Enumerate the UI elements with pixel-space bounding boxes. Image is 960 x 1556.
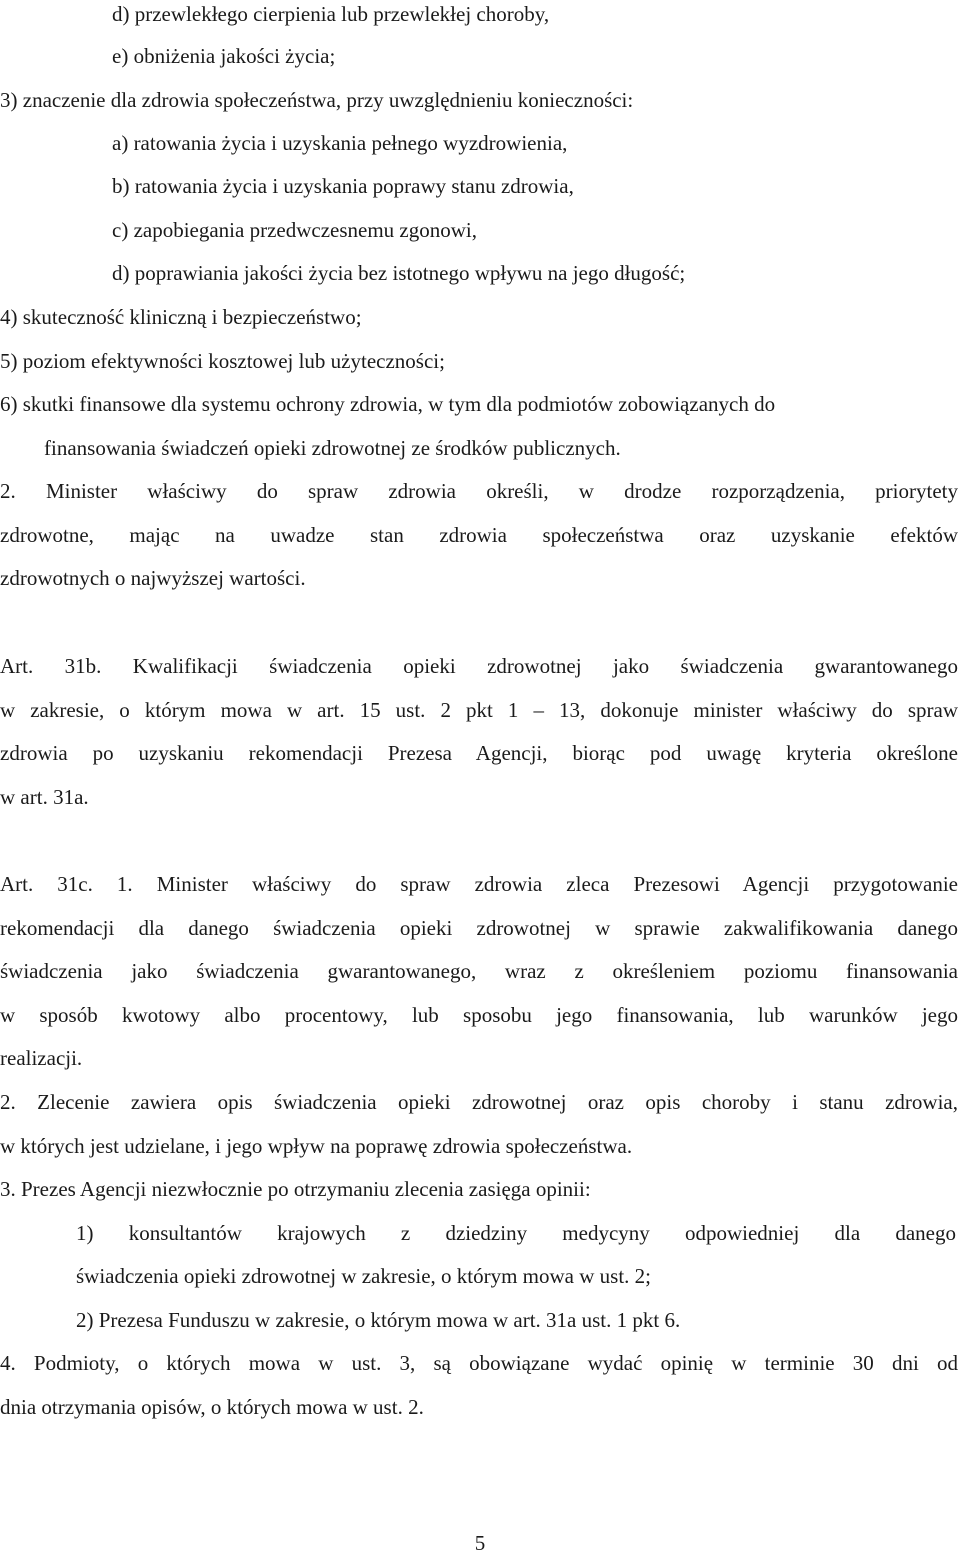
list-item-3: 3) znaczenie dla zdrowia społeczeństwa, przy uwzględnieniu konieczności: <box>0 88 634 112</box>
paragraph-2-line-3: zdrowotnych o najwyższej wartości. <box>0 566 306 590</box>
art-31c-line-4: w sposób kwotowy albo procentowy, lub sposobu jego finansowania, lub warunków jego <box>0 1003 958 1027</box>
art-31c-4-line-1: 4. Podmioty, o których mowa w ust. 3, są obowiązane wydać opinię w terminie 30 dni od <box>0 1351 958 1375</box>
list-item-3d: d) poprawiania jakości życia bez istotnego wpływu na jego długość; <box>112 261 686 285</box>
art-31b-line-1: Art. 31b. Kwalifikacji świadczenia opieki zdrowotnej jako świadczenia gwarantowanego <box>0 654 958 678</box>
art-31c-line-5: realizacji. <box>0 1046 83 1070</box>
art-31c-2-line-1: 2. Zlecenie zawiera opis świadczenia opieki zdrowotnej oraz opis choroby i stanu zdrowia, <box>0 1090 958 1114</box>
art-31c-3-item-2: 2) Prezesa Funduszu w zakresie, o którym mowa w art. 31a ust. 1 pkt 6. <box>76 1308 681 1332</box>
list-item-1d: d) przewlekłego cierpienia lub przewlekłej choroby, <box>112 2 550 26</box>
art-31c-4-line-2: dnia otrzymania opisów, o których mowa w ust. 2. <box>0 1395 424 1419</box>
paragraph-2-line-1: 2. Minister właściwy do spraw zdrowia określi, w drodze rozporządzenia, priorytety <box>0 479 958 503</box>
art-31c-2-line-2: w których jest udzielane, i jego wpływ na poprawę zdrowia społeczeństwa. <box>0 1134 633 1158</box>
list-item-3a: a) ratowania życia i uzyskania pełnego wyzdrowienia, <box>112 131 568 155</box>
art-31c-3-line-1: 3. Prezes Agencji niezwłocznie po otrzymaniu zlecenia zasięga opinii: <box>0 1177 591 1201</box>
list-item-3b: b) ratowania życia i uzyskania poprawy stanu zdrowia, <box>112 174 574 198</box>
art-31c-3-item-1-line-1: 1) konsultantów krajowych z dziedziny medycyny odpowiedniej dla danego <box>76 1221 956 1245</box>
art-31b-line-3: zdrowia po uzyskaniu rekomendacji Prezesa Agencji, biorąc pod uwagę kryteria określone <box>0 741 958 765</box>
art-31c-line-2: rekomendacji dla danego świadczenia opieki zdrowotnej w sprawie zakwalifikowania danego <box>0 916 958 940</box>
art-31c-line-3: świadczenia jako świadczenia gwarantowanego, wraz z określeniem poziomu finansowania <box>0 959 958 983</box>
list-item-3c: c) zapobiegania przedwczesnemu zgonowi, <box>112 218 477 242</box>
page-number: 5 <box>474 1531 486 1555</box>
art-31c-line-1: Art. 31c. 1. Minister właściwy do spraw zdrowia zleca Prezesowi Agencji przygotowanie <box>0 872 958 896</box>
list-item-5: 5) poziom efektywności kosztowej lub użyteczności; <box>0 349 445 373</box>
paragraph-2-line-2: zdrowotne, mając na uwadze stan zdrowia społeczeństwa oraz uzyskanie efektów <box>0 523 958 547</box>
art-31c-3-item-1-line-2: świadczenia opieki zdrowotnej w zakresie, o którym mowa w ust. 2; <box>76 1264 652 1288</box>
art-31b-line-4: w art. 31a. <box>0 785 89 809</box>
list-item-4: 4) skuteczność kliniczną i bezpieczeństwo; <box>0 305 362 329</box>
list-item-1e: e) obniżenia jakości życia; <box>112 44 336 68</box>
list-item-6-cont: finansowania świadczeń opieki zdrowotnej ze środków publicznych. <box>44 436 621 460</box>
list-item-6: 6) skutki finansowe dla systemu ochrony zdrowia, w tym dla podmiotów zobowiązanych do <box>0 392 776 416</box>
art-31b-line-2: w zakresie, o którym mowa w art. 15 ust. 2 pkt 1 – 13, dokonuje minister właściwy do spraw <box>0 698 958 722</box>
